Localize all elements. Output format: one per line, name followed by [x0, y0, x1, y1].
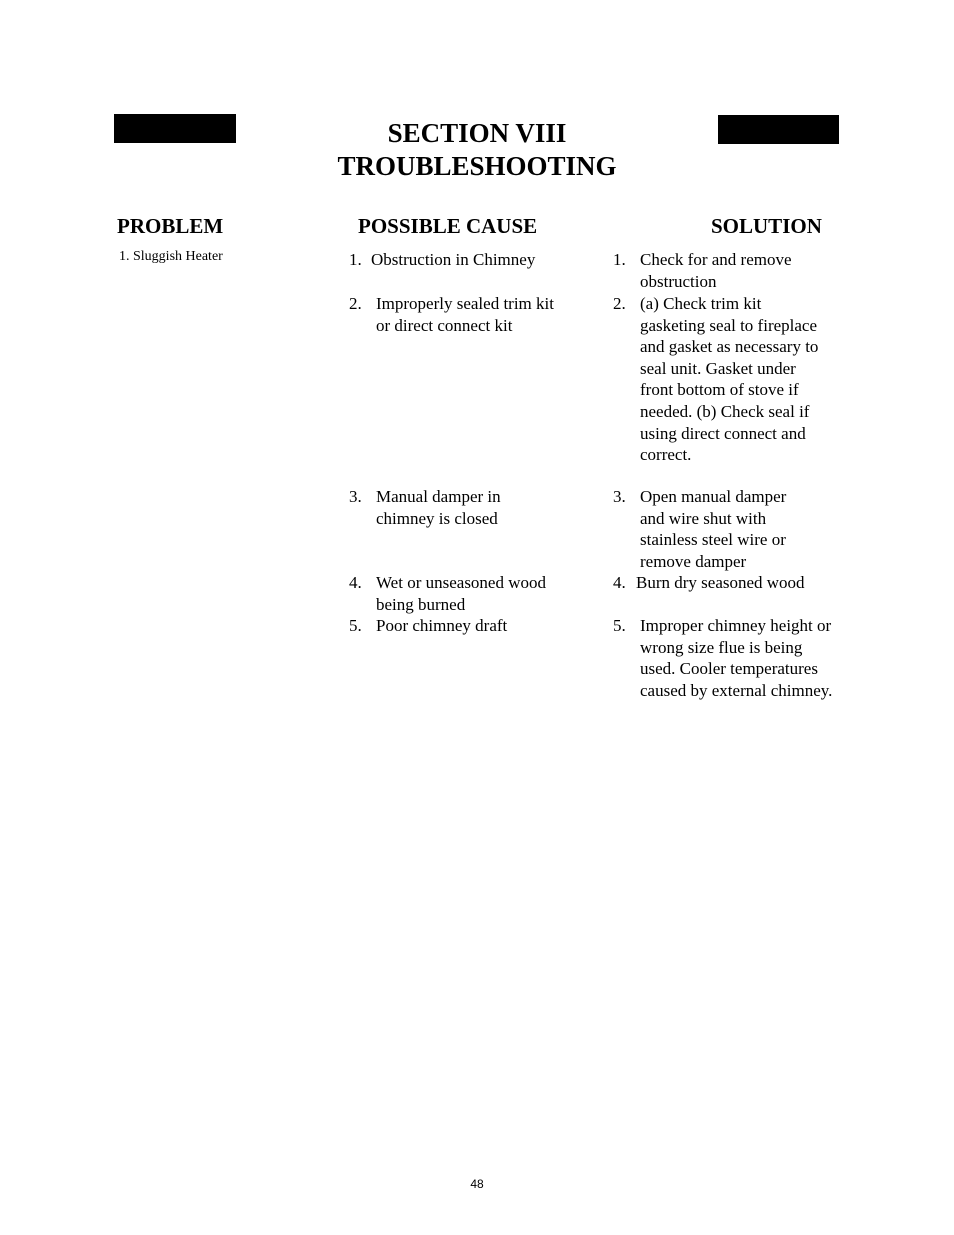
solution-text: (a) Check trim kit gasketing seal to fireplace and gasket as necessary to seal unit. Gasket under front bottom of stove if needed. (b) Check seal if using direct connect and correct.	[640, 294, 819, 465]
cause-number: 5.	[349, 616, 362, 635]
solution-text: Open manual damper and wire shut with stainless steel wire or remove damper	[640, 487, 787, 571]
page-title: TROUBLESHOOTING	[337, 151, 617, 181]
cause-number: 3.	[349, 487, 362, 506]
solution-number: 1.	[613, 250, 626, 269]
column-header-possible-cause: POSSIBLE CAUSE	[358, 214, 538, 238]
cause-number: 1.	[349, 250, 362, 269]
page-number: 48	[470, 1177, 484, 1191]
column-header-solution: SOLUTION	[711, 214, 822, 238]
cause-number: 4.	[349, 573, 362, 592]
solution-number: 2.	[613, 294, 626, 313]
column-header-problem: PROBLEM	[117, 214, 224, 238]
solution-text: Check for and remove obstruction	[640, 250, 792, 291]
section-heading: SECTION VIII	[387, 118, 567, 148]
cause-text: Obstruction in Chimney	[371, 250, 536, 269]
cause-number: 2.	[349, 294, 362, 313]
solution-number: 5.	[613, 616, 626, 635]
solution-number: 4.	[613, 573, 626, 592]
cause-text: Manual damper in chimney is closed	[376, 487, 501, 528]
cause-text: Poor chimney draft	[376, 616, 508, 635]
cause-text: Improperly sealed trim kit or direct connect kit	[376, 294, 554, 335]
solution-text: Burn dry seasoned wood	[636, 573, 805, 592]
solution-number: 3.	[613, 487, 626, 506]
problem-item: 1. Sluggish Heater	[119, 249, 223, 264]
solution-text: Improper chimney height or wrong size flue is being used. Cooler temperatures caused by external chimney.	[640, 616, 833, 700]
cause-text: Wet or unseasoned wood being burned	[376, 573, 547, 614]
